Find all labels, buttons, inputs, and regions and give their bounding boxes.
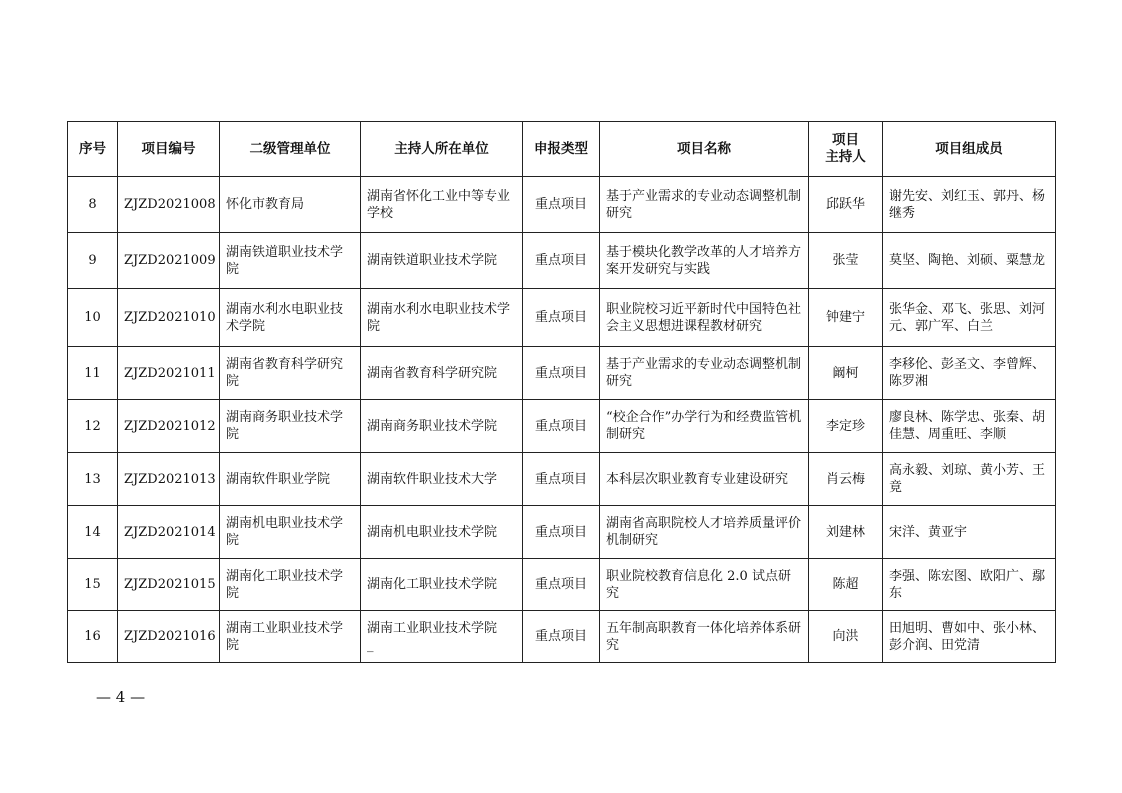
project-code-cell: ZJZD2021013 — [118, 453, 220, 506]
row-number-cell: 11 — [68, 347, 118, 400]
project-name-cell: 湖南省高职院校人才培养质量评价机制研究 — [600, 506, 809, 559]
project-name-cell: 基于模块化教学改革的人才培养方案开发研究与实践 — [600, 233, 809, 289]
management-unit-cell: 湖南机电职业技术学院 — [220, 506, 361, 559]
header-cell: 序号 — [68, 122, 118, 177]
project-host-cell: 邱跃华 — [809, 177, 883, 233]
host-unit-cell: 湖南铁道职业技术学院 — [361, 233, 523, 289]
application-type-cell: 重点项目 — [523, 400, 600, 453]
project-code-cell: ZJZD2021016 — [118, 611, 220, 663]
team-members-cell: 莫坚、陶艳、刘硕、粟慧龙 — [883, 233, 1056, 289]
row-number-cell: 15 — [68, 559, 118, 611]
table-header-row — [68, 122, 1056, 177]
host-unit-cell: 湖南商务职业技术学院 — [361, 400, 523, 453]
host-unit-cell: 湖南省怀化工业中等专业学校 — [361, 177, 523, 233]
team-members-cell: 高永毅、刘琼、黄小芳、王竟 — [883, 453, 1056, 506]
table-body — [68, 177, 1056, 663]
project-name-cell: 基于产业需求的专业动态调整机制研究 — [600, 177, 809, 233]
header-cell: 项目 主持人 — [809, 122, 883, 177]
table-row — [68, 559, 1056, 611]
management-unit-cell: 湖南商务职业技术学院 — [220, 400, 361, 453]
management-unit-cell: 怀化市教育局 — [220, 177, 361, 233]
team-members-cell: 田旭明、曹如中、张小林、彭介润、田党清 — [883, 611, 1056, 663]
management-unit-cell: 湖南化工职业技术学院 — [220, 559, 361, 611]
project-code-cell: ZJZD2021009 — [118, 233, 220, 289]
host-unit-cell: 湖南水利水电职业技术学院 — [361, 289, 523, 347]
row-number-cell: 10 — [68, 289, 118, 347]
application-type-cell: 重点项目 — [523, 289, 600, 347]
row-number-cell: 13 — [68, 453, 118, 506]
project-table — [67, 121, 1056, 663]
project-host-cell: 阚柯 — [809, 347, 883, 400]
management-unit-cell: 湖南软件职业学院 — [220, 453, 361, 506]
application-type-cell: 重点项目 — [523, 559, 600, 611]
table-row — [68, 177, 1056, 233]
project-name-cell: 职业院校教育信息化 2.0 试点研究 — [600, 559, 809, 611]
team-members-cell: 李强、陈宏图、欧阳广、鄢东 — [883, 559, 1056, 611]
team-members-cell: 廖良林、陈学忠、张秦、胡佳慧、周重旺、李顺 — [883, 400, 1056, 453]
application-type-cell: 重点项目 — [523, 177, 600, 233]
application-type-cell: 重点项目 — [523, 233, 600, 289]
host-unit-cell: 湖南省教育科学研究院 — [361, 347, 523, 400]
host-unit-cell: 湖南化工职业技术学院 — [361, 559, 523, 611]
management-unit-cell: 湖南工业职业技术学院 — [220, 611, 361, 663]
table-row — [68, 347, 1056, 400]
team-members-cell: 宋洋、黄亚宇 — [883, 506, 1056, 559]
row-number-cell: 12 — [68, 400, 118, 453]
project-host-cell: 向洪 — [809, 611, 883, 663]
header-cell: 项目组成员 — [883, 122, 1056, 177]
project-name-cell: 职业院校习近平新时代中国特色社会主义思想进课程教材研究 — [600, 289, 809, 347]
table-row — [68, 453, 1056, 506]
header-cell: 申报类型 — [523, 122, 600, 177]
host-unit-cell: 湖南工业职业技术学院 _ — [361, 611, 523, 663]
management-unit-cell: 湖南省教育科学研究院 — [220, 347, 361, 400]
project-name-cell: 基于产业需求的专业动态调整机制研究 — [600, 347, 809, 400]
team-members-cell: 李移伦、彭圣文、李曾辉、陈罗湘 — [883, 347, 1056, 400]
application-type-cell: 重点项目 — [523, 453, 600, 506]
project-host-cell: 刘建林 — [809, 506, 883, 559]
management-unit-cell: 湖南水利水电职业技术学院 — [220, 289, 361, 347]
project-host-cell: 钟建宁 — [809, 289, 883, 347]
project-host-cell: 张莹 — [809, 233, 883, 289]
header-cell: 二级管理单位 — [220, 122, 361, 177]
project-code-cell: ZJZD2021011 — [118, 347, 220, 400]
application-type-cell: 重点项目 — [523, 506, 600, 559]
header-cell: 项目名称 — [600, 122, 809, 177]
header-cell: 主持人所在单位 — [361, 122, 523, 177]
table-row — [68, 506, 1056, 559]
application-type-cell: 重点项目 — [523, 611, 600, 663]
project-host-cell: 陈超 — [809, 559, 883, 611]
row-number-cell: 9 — [68, 233, 118, 289]
table-row — [68, 611, 1056, 663]
host-unit-cell: 湖南软件职业技术大学 — [361, 453, 523, 506]
project-host-cell: 李定珍 — [809, 400, 883, 453]
page-number: — 4 — — [96, 688, 146, 706]
application-type-cell: 重点项目 — [523, 347, 600, 400]
team-members-cell: 谢先安、刘红玉、郭丹、杨继秀 — [883, 177, 1056, 233]
project-host-cell: 肖云梅 — [809, 453, 883, 506]
row-number-cell: 14 — [68, 506, 118, 559]
team-members-cell: 张华金、邓飞、张思、刘河元、郭广军、白兰 — [883, 289, 1056, 347]
row-number-cell: 16 — [68, 611, 118, 663]
project-code-cell: ZJZD2021015 — [118, 559, 220, 611]
management-unit-cell: 湖南铁道职业技术学院 — [220, 233, 361, 289]
project-code-cell: ZJZD2021010 — [118, 289, 220, 347]
table-row — [68, 233, 1056, 289]
table-row — [68, 289, 1056, 347]
table-row — [68, 400, 1056, 453]
host-unit-cell: 湖南机电职业技术学院 — [361, 506, 523, 559]
project-code-cell: ZJZD2021014 — [118, 506, 220, 559]
project-name-cell: “校企合作”办学行为和经费监管机制研究 — [600, 400, 809, 453]
project-code-cell: ZJZD2021012 — [118, 400, 220, 453]
project-name-cell: 本科层次职业教育专业建设研究 — [600, 453, 809, 506]
row-number-cell: 8 — [68, 177, 118, 233]
header-cell: 项目编号 — [118, 122, 220, 177]
project-code-cell: ZJZD2021008 — [118, 177, 220, 233]
project-name-cell: 五年制高职教育一体化培养体系研究 — [600, 611, 809, 663]
